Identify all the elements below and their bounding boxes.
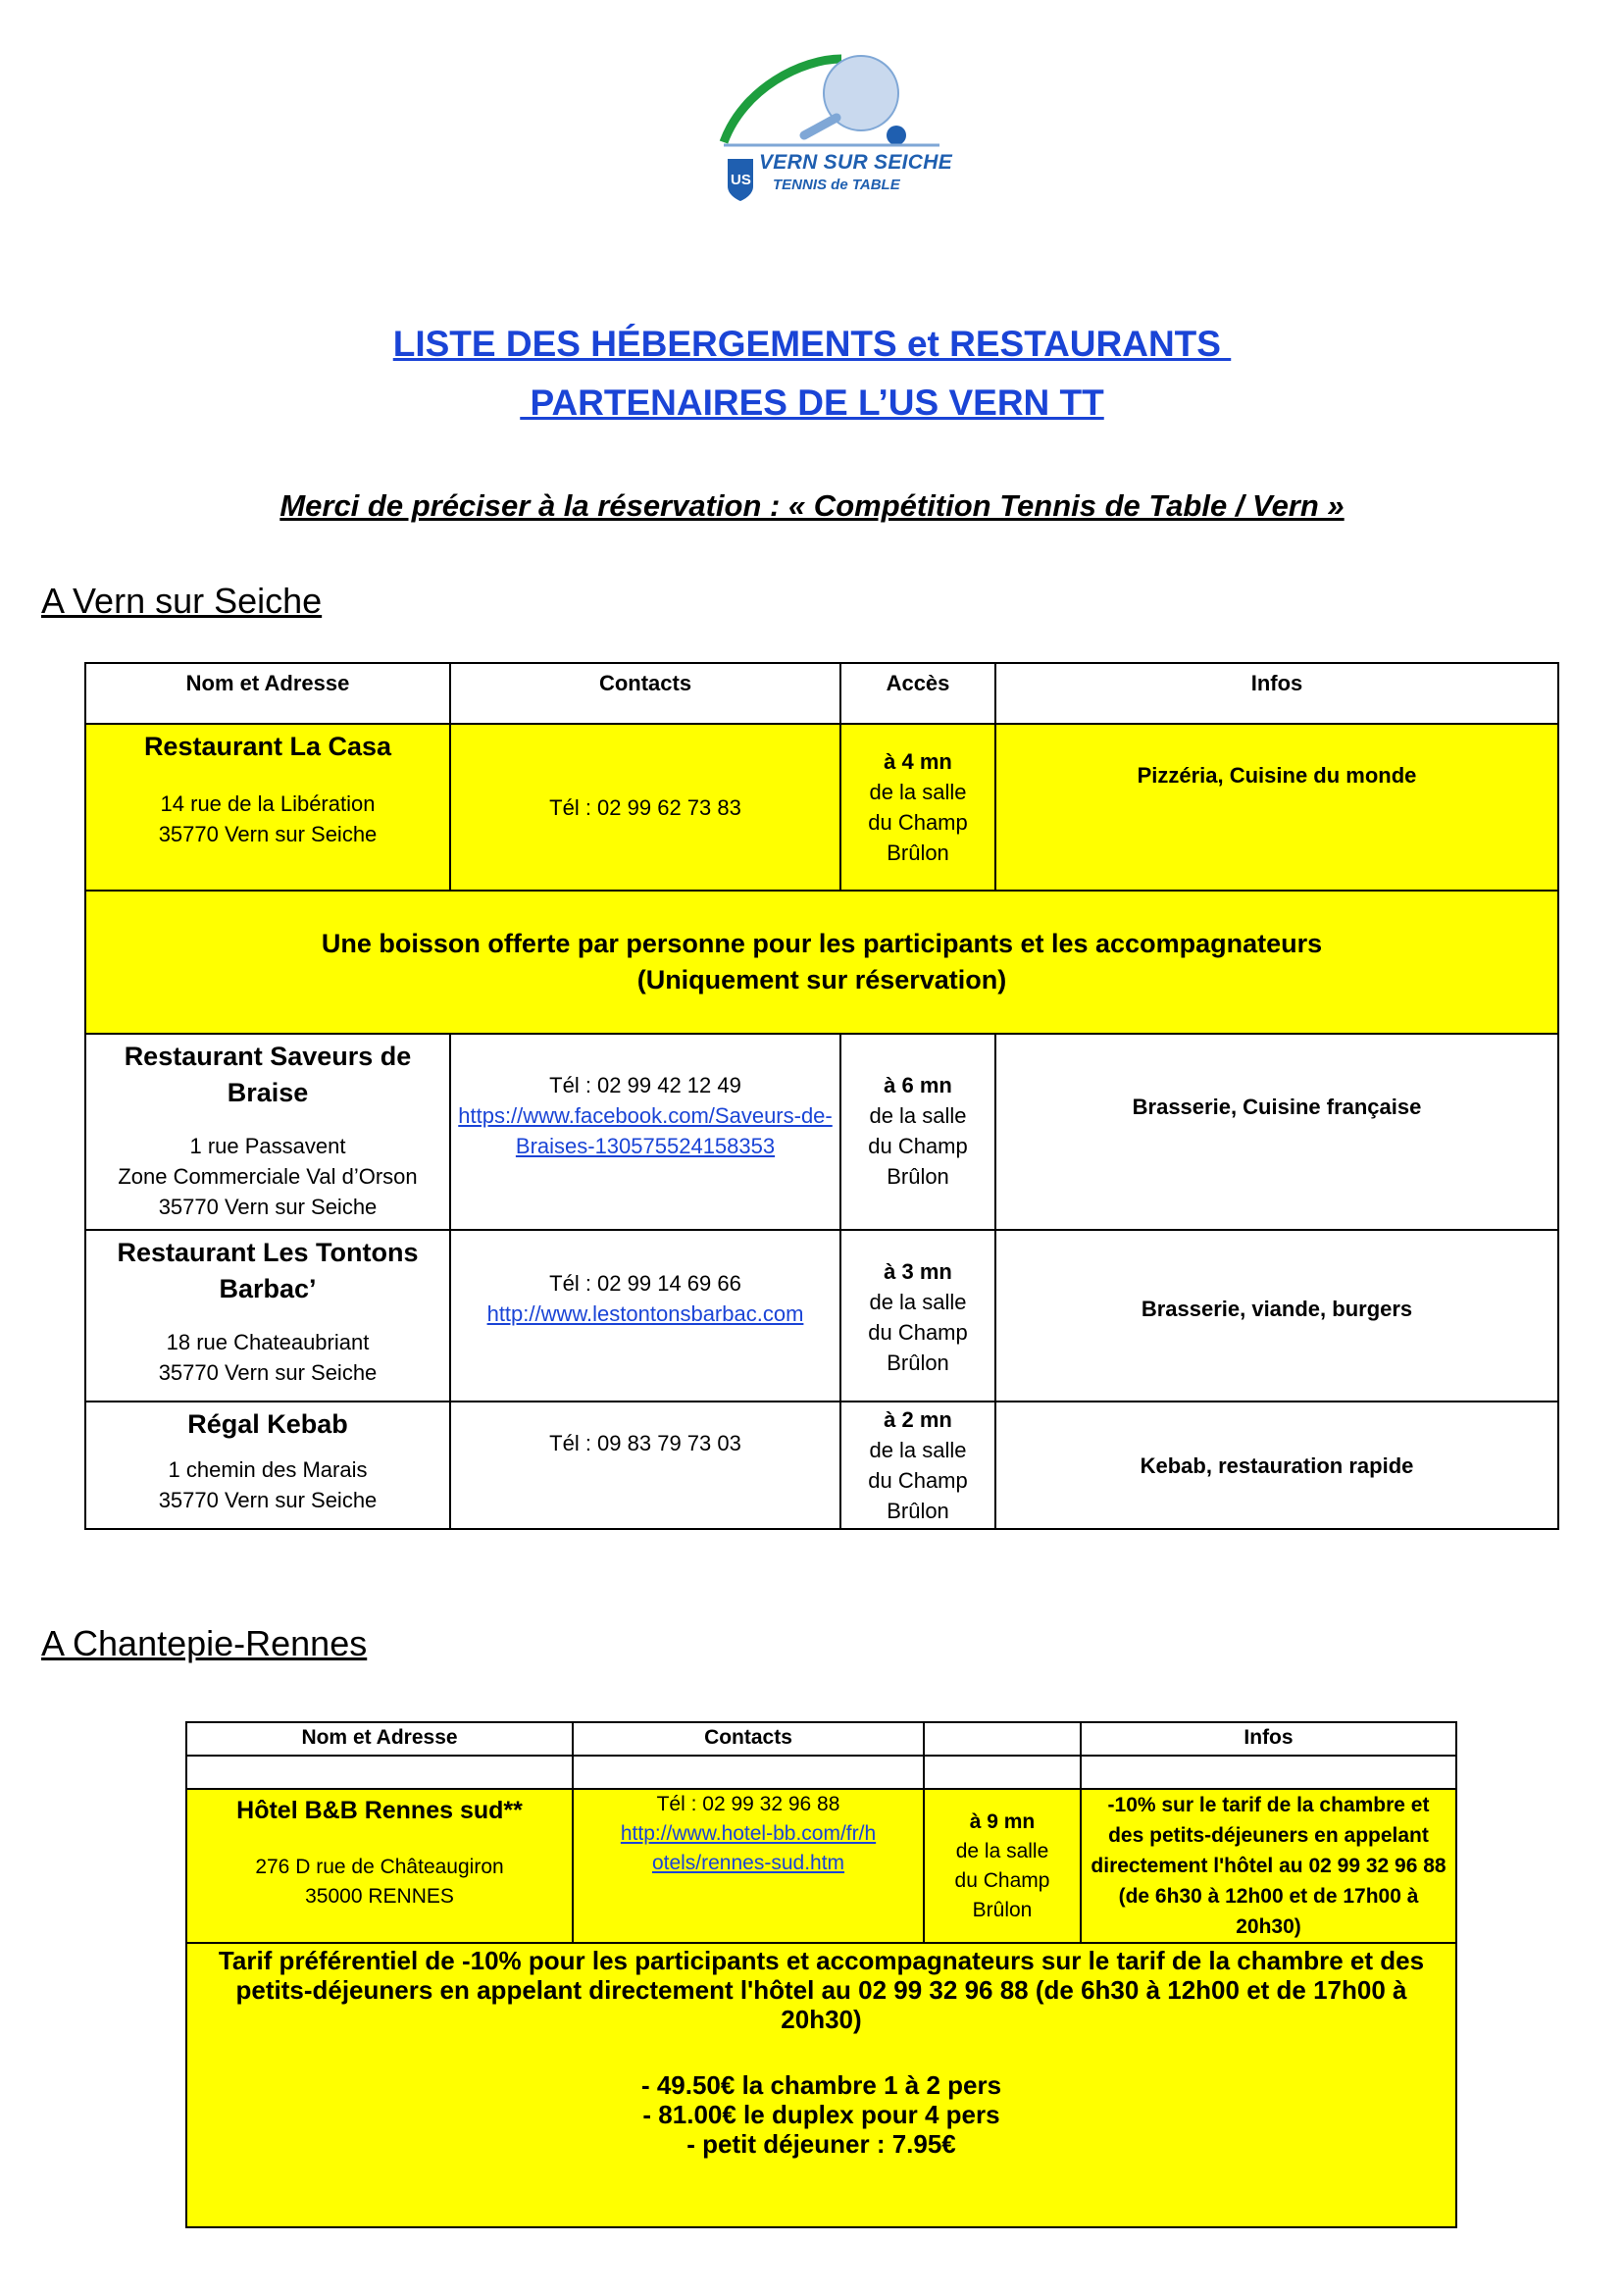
access-text: du Champ <box>868 1468 968 1493</box>
access-text: Brûlon <box>887 1164 949 1189</box>
cell-name-address <box>85 1034 450 1230</box>
offer-text: Tarif préférentiel de -10% pour les participants et accompagnateurs sur le tarif de la chambre et des petits-déjeuners en appelant directement l'hôtel au 02 99 32 96 88 (de 6h30 à 12h00 et de 17h00 à 20h30) <box>218 1946 1425 2034</box>
access-text: du Champ <box>868 810 968 835</box>
phone-number: Tél : 02 99 32 96 88 <box>656 1793 840 1815</box>
cell-infos: Brasserie, Cuisine française <box>995 1034 1558 1230</box>
chantepie-table <box>185 1721 1457 2228</box>
cell-contacts <box>450 724 840 891</box>
access-time: à 4 mn <box>884 749 952 774</box>
access-time: à 3 mn <box>884 1259 952 1284</box>
access-text: du Champ <box>954 1868 1050 1892</box>
access-text: Brûlon <box>887 1351 949 1375</box>
cell-name-address <box>85 1230 450 1402</box>
access-text: de la salle <box>869 1103 967 1128</box>
address-line: 1 chemin des Marais <box>168 1457 368 1482</box>
address-line: 35770 Vern sur Seiche <box>158 1360 378 1385</box>
address-line: Zone Commerciale Val d’Orson <box>118 1164 418 1189</box>
cell-access <box>840 1034 995 1230</box>
price-line: - 81.00€ le duplex pour 4 pers <box>642 2100 1000 2129</box>
header-nom: Nom et Adresse <box>85 663 450 724</box>
phone-number: Tél : 02 99 14 69 66 <box>549 1271 741 1296</box>
header-nom: Nom et Adresse <box>186 1722 573 1756</box>
reservation-note: Merci de préciser à la réservation : « Compétition Tennis de Table / Vern » <box>279 488 1345 523</box>
restaurant-name: Restaurant Les Tontons Barbac’ <box>117 1238 419 1303</box>
cell-infos: -10% sur le tarif de la chambre et des petits-déjeuners en appelant directement l'hôtel au 02 99 32 96 88 (de 6h30 à 12h00 et de 17h00 à 20h30) <box>1081 1789 1456 1943</box>
tariff-offer <box>186 1943 1456 2227</box>
cell-access <box>840 1230 995 1402</box>
table-row <box>85 1034 1558 1230</box>
table-row <box>85 1402 1558 1529</box>
cell-name-address <box>186 1789 573 1943</box>
address-line: 1 rue Passavent <box>189 1134 346 1158</box>
address-line: 14 rue de la Libération <box>160 791 376 816</box>
access-text: de la salle <box>869 1290 967 1314</box>
cell-infos: Kebab, restauration rapide <box>995 1402 1558 1529</box>
access-text: Brûlon <box>887 1499 949 1523</box>
header-infos: Infos <box>995 663 1558 724</box>
address-line: 35770 Vern sur Seiche <box>158 1195 378 1219</box>
restaurant-name: Régal Kebab <box>187 1409 348 1439</box>
cell-name-address <box>85 724 450 891</box>
hotel-name: Hôtel B&B Rennes sud** <box>236 1797 523 1824</box>
table-row <box>85 724 1558 891</box>
access-time: à 2 mn <box>884 1407 952 1432</box>
facebook-link[interactable]: https://www.facebook.com/Saveurs-de-Braises-130575524158353 <box>458 1103 833 1158</box>
cell-contacts <box>573 1789 924 1943</box>
vern-table <box>84 662 1559 1530</box>
table-row <box>85 1230 1558 1402</box>
price-line: - 49.50€ la chambre 1 à 2 pers <box>640 2070 1002 2100</box>
offer-row <box>85 891 1558 1034</box>
access-time: à 6 mn <box>884 1073 952 1097</box>
logo-line1: VERN SUR SEICHE <box>759 151 953 174</box>
access-text: du Champ <box>868 1134 968 1158</box>
drink-offer <box>85 891 1558 1034</box>
page-title-line1: LISTE DES HÉBERGEMENTS et RESTAURANTS <box>392 324 1232 364</box>
table-row <box>186 1789 1456 1943</box>
address-line: 18 rue Chateaubriant <box>166 1330 370 1354</box>
website-link[interactable]: http://www.lestontonsbarbac.com <box>486 1301 804 1326</box>
header-contacts: Contacts <box>573 1722 924 1756</box>
address-line: 276 D rue de Châteaugiron <box>255 1856 504 1878</box>
address-line: 35770 Vern sur Seiche <box>158 822 378 846</box>
address-line: 35000 RENNES <box>305 1885 454 1908</box>
cell-name-address <box>85 1402 450 1529</box>
header-acces: Accès <box>840 663 995 724</box>
empty-row <box>186 1756 1456 1789</box>
access-text: de la salle <box>869 780 967 804</box>
access-text: du Champ <box>868 1320 968 1345</box>
access-text: de la salle <box>869 1438 967 1462</box>
offer-row <box>186 1943 1456 2227</box>
cell-infos: Pizzéria, Cuisine du monde <box>995 724 1558 891</box>
cell-access <box>924 1789 1081 1943</box>
header-contacts: Contacts <box>450 663 840 724</box>
hotel-website-link[interactable]: http://www.hotel-bb.com/fr/hotels/rennes-sud.htm <box>620 1822 877 1874</box>
restaurant-name: Restaurant Saveurs de Braise <box>124 1042 412 1107</box>
section-title-chantepie: A Chantepie-Rennes <box>41 1623 368 1663</box>
phone-number: Tél : 02 99 42 12 49 <box>549 1073 741 1097</box>
svg-text:US: US <box>731 172 751 188</box>
offer-line: (Uniquement sur réservation) <box>636 965 1007 994</box>
section-title-vern: A Vern sur Seiche <box>41 581 323 621</box>
header-infos: Infos <box>1081 1722 1456 1756</box>
price-line: - petit déjeuner : 7.95€ <box>686 2129 956 2159</box>
address-line: 35770 Vern sur Seiche <box>158 1488 378 1512</box>
phone-number: Tél : 09 83 79 73 03 <box>549 1431 741 1455</box>
cell-contacts <box>450 1230 840 1402</box>
club-logo <box>714 49 953 206</box>
access-text: Brûlon <box>972 1898 1033 1921</box>
restaurant-name: Restaurant La Casa <box>143 732 392 761</box>
logo-line2: TENNIS de TABLE <box>773 177 900 193</box>
access-time: à 9 mn <box>969 1810 1036 1833</box>
phone-number: Tél : 02 99 62 73 83 <box>549 794 741 820</box>
cell-access <box>840 724 995 891</box>
page-title-line2: PARTENAIRES DE L’US VERN TT <box>520 382 1104 423</box>
cell-access <box>840 1402 995 1529</box>
offer-line: Une boisson offerte par personne pour les participants et les accompagnateurs <box>321 929 1323 958</box>
cell-contacts <box>450 1402 840 1529</box>
header-empty <box>924 1722 1081 1756</box>
access-text: de la salle <box>955 1839 1049 1862</box>
cell-contacts <box>450 1034 840 1230</box>
cell-infos: Brasserie, viande, burgers <box>995 1230 1558 1402</box>
access-text: Brûlon <box>887 841 949 865</box>
